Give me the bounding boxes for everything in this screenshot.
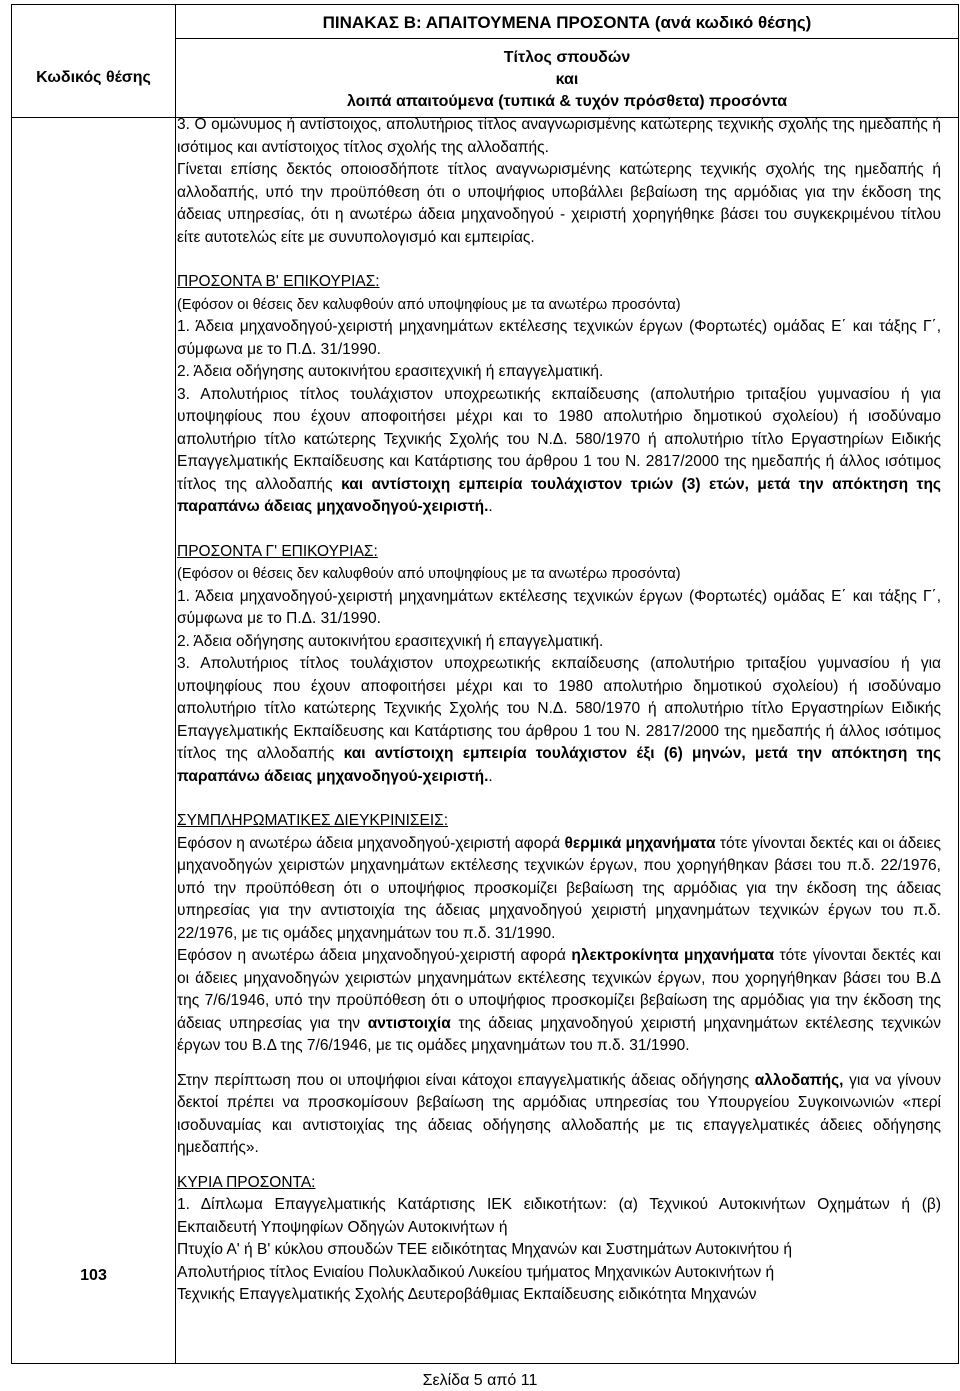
column-divider — [175, 5, 176, 1363]
heading-c-auxiliary: ΠΡΟΣΟΝΤΑ Γ' ΕΠΙΚΟΥΡΙΑΣ: — [177, 542, 378, 560]
code-column-header: Κωδικός θέσης — [36, 69, 151, 86]
c-item-1: 1. Άδεια μηχανοδηγού-χειριστή μηχανημάτων εκτέλεσης τεχνικών έργων (Φορτωτές) ομάδας Ε΄ και τάξης Γ΄, σύμφωνα με το Π.Δ. 31/1990. — [177, 587, 941, 627]
header-line-3: λοιπά απαιτούμενα (τυπικά & τυχόν πρόσθετα) προσόντα — [346, 93, 788, 110]
heading-main: ΚΥΡΙΑ ΠΡΟΣΟΝΤΑ: — [177, 1173, 316, 1191]
main-item-2: Πτυχίο Α' ή Β' κύκλου σπουδών ΤΕΕ ειδικότητας Μηχανών και Συστημάτων Αυτοκινήτου ή — [177, 1241, 793, 1258]
header-divider — [175, 38, 958, 39]
header-line-2: και — [555, 71, 579, 88]
main-item-3: Απολυτήριος τίτλος Ενιαίου Πολυκλαδικού Λυκείου τμήματος Μηχανικών Αυτοκινήτων ή — [177, 1263, 775, 1281]
requirements-content — [177, 114, 941, 1307]
main-item-1: 1. Δίπλωμα Επαγγελματικής Κατάρτισης ΙΕΚ ειδικοτήτων: (α) Τεχνικού Αυτοκινήτων Οχημάτων ή (β) Εκπαιδευτή Υποψηφίων Οδηγών Αυτοκινήτων ή — [177, 1196, 941, 1236]
c-item-3: 3. Απολυτήριος τίτλος τουλάχιστον υποχρεωτικής εκπαίδευσης (απολυτήριο τριταξίου γυμνασίου ή για υποψηφίους που έχουν αποφοιτήσει μέχρι και το 1980 απολυτήριο δημοτικού σχολείου) ή ισοδύναμο απολυτήριο τίτλο κατώτερης Τεχνικής Σχολής του Ν.Δ. 580/1970 ή απολυτήριο τίτλο Εργαστηρίων Ειδικής Επαγγελματικής Εκπαίδευσης και Κατάρτισης του άρθρου 1 του Ν. 2817/2000 της ημεδαπής ή άλλος ισότιμος τίτλος της αλλοδαπής και αντίστοιχη εμπειρία τουλάχιστον έξι (6) μηνών, μετά την απόκτηση της παραπάνω άδειας μηχανοδηγού-χειριστή.. — [177, 655, 941, 785]
heading-b-auxiliary: ΠΡΟΣΟΝΤΑ Β' ΕΠΙΚΟΥΡΙΑΣ: — [177, 273, 380, 290]
table-title: ΠΙΝΑΚΑΣ Β: ΑΠΑΙΤΟΥΜΕΝΑ ΠΡΟΣΟΝΤΑ (ανά κωδικό θέσης) — [322, 13, 812, 32]
b-item-3: 3. Απολυτήριος τίτλος τουλάχιστον υποχρεωτικής εκπαίδευσης (απολυτήριο τριταξίου γυμνασίου ή για υποψηφίους που έχουν αποφοιτήσει μέχρι και το 1980 απολυτήριο δημοτικού σχολείου) ή ισοδύναμο απολυτήριο τίτλο κατώτερης Τεχνικής Σχολής του Ν.Δ. 580/1970 ή απολυτήριο τίτλο Εργαστηρίων Ειδικής Επαγγελματικής Εκπαίδευσης και Κατάρτισης του άρθρου 1 του Ν. 2817/2000 της ημεδαπής ή άλλος ισότιμος τίτλος της αλλοδαπής και αντίστοιχη εμπειρία τουλάχιστον τριών (3) ετών, μετά την απόκτηση της παραπάνω άδειας μηχανοδηγού-χειριστή.. — [177, 385, 941, 515]
header-line-1: Τίτλος σπουδών — [503, 49, 631, 66]
paragraph-title-3: 3. Ο ομώνυμος ή αντίστοιχος, απολυτήριος τίτλος αναγνωρισμένης κατώτερης τεχνικής σχολής της ημεδαπής ή ισότιμος και αντίστοιχος τίτλος σχολής της αλλοδαπής. — [177, 116, 941, 156]
supplementary-3: Στην περίπτωση που οι υποψήφιοι είναι κάτοχοι επαγγελματικής άδειας οδήγησης αλλοδαπής, για να γίνουν δεκτοί πρέπει να προσκομίσουν βεβαίωση της αρμόδιας υπηρεσίας του Υπουργείου Συγκοινωνιών «περί ισοδυναμίας και αντιστοιχίας της άδειας οδήγησης αλλοδαπής με τις επαγγελματικές άδειες οδήγησης ημεδαπής». — [177, 1071, 941, 1156]
note-c: (Εφόσον οι θέσεις δεν καλυφθούν από υποψηφίους με τα ανωτέρω προσόντα) — [177, 566, 681, 582]
requirements-column-header — [176, 47, 958, 113]
position-code: 103 — [80, 1267, 107, 1284]
main-item-4: Τεχνικής Επαγγελματικής Σχολής Δευτεροβάθμιας Εκπαίδευσης ειδικότητα Μηχανών — [177, 1286, 757, 1303]
b-item-2: 2. Άδεια οδήγησης αυτοκινήτου ερασιτεχνική ή επαγγελματική. — [177, 363, 604, 380]
paragraph-accepted-titles: Γίνεται επίσης δεκτός οποιοσδήποτε τίτλος αναγνωρισμένης κατώτερης τεχνικής σχολής της ημεδαπής ή αλλοδαπής, υπό την προϋπόθεση ότι ο υποψήφιος υποβάλλει βεβαίωση της αρμόδιας για την έκδοση της άδειας υπηρεσίας, ότι η ανωτέρω άδεια μηχανοδηγού - χειριστή χορηγήθηκε βάσει του συγκεκριμένου τίτλου είτε αυτοτελώς είτε με συνυπολογισμό και εμπειρίας. — [177, 161, 941, 246]
page-number: Σελίδα 5 από 11 — [422, 1372, 538, 1389]
b-item-1: 1. Άδεια μηχανοδηγού-χειριστή μηχανημάτων εκτέλεσης τεχνικών έργων (Φορτωτές) ομάδας Ε΄ και τάξης Γ΄, σύμφωνα με το Π.Δ. 31/1990. — [177, 318, 941, 358]
c-item-2: 2. Άδεια οδήγησης αυτοκινήτου ερασιτεχνική ή επαγγελματική. — [177, 632, 604, 650]
heading-supplementary: ΣΥΜΠΛΗΡΩΜΑΤΙΚΕΣ ΔΙΕΥΚΡΙΝΙΣΕΙΣ: — [177, 812, 449, 829]
supplementary-2: Εφόσον η ανωτέρω άδεια μηχανοδηγού-χειριστή αφορά ηλεκτροκίνητα μηχανήματα τότε γίνονται δεκτές και οι άδειες μηχανοδηγών χειριστών μηχανημάτων εκτέλεσης τεχνικών έργων, που χορηγήθηκαν βάσει του Β.Δ της 7/6/1946, υπό την προϋπόθεση ότι ο υποψήφιος προσκομίζει βεβαίωση της αρμόδιας για την έκδοση της άδειας υπηρεσίας για την αντιστοιχία της άδειας μηχανοδηγού χειριστή μηχανημάτων εκτέλεσης τεχνικών έργων του Β.Δ της 7/6/1946, με τις ομάδες μηχανημάτων του π.δ. 31/1990. — [177, 947, 942, 1054]
supplementary-1: Εφόσον η ανωτέρω άδεια μηχανοδηγού-χειριστή αφορά θερμικά μηχανήματα τότε γίνονται δεκτές και οι άδειες μηχανοδηγών χειριστών μηχανημάτων εκτέλεσης τεχνικών έργων, που χορηγήθηκαν βάσει του π.δ. 22/1976, υπό την προϋπόθεση ότι ο υποψήφιος προσκομίζει βεβαίωση της αρμόδιας για την έκδοση της άδειας υπηρεσίας για την αντιστοιχία της άδειας μηχανοδηγού χειριστή μηχανημάτων τεχνικών έργων του π.δ. 22/1976, με τις ομάδες μηχανημάτων του π.δ. 31/1990. — [177, 834, 941, 942]
note-b: (Εφόσον οι θέσεις δεν καλυφθούν από υποψηφίους με τα ανωτέρω προσόντα) — [177, 296, 681, 313]
